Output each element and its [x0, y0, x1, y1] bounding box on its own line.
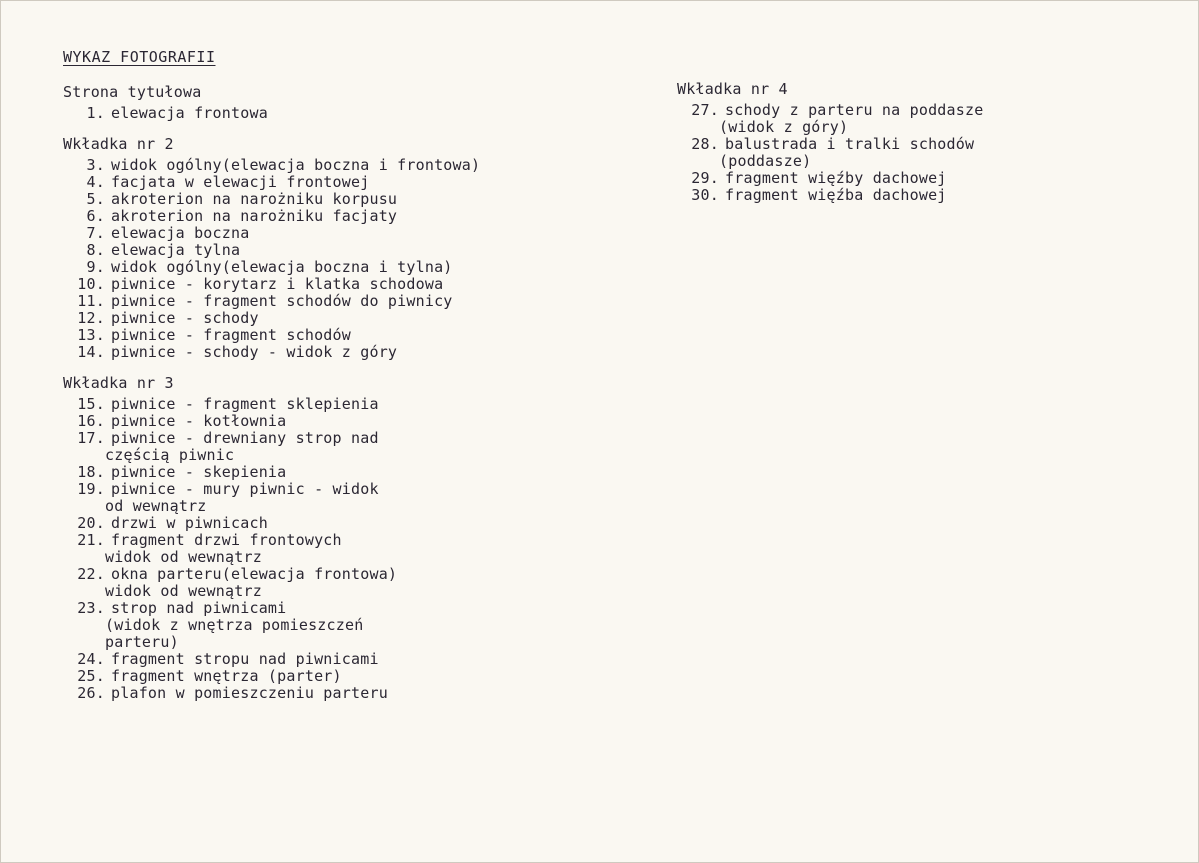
item-continuation: od wewnątrz	[105, 497, 207, 515]
item-text: fragment drzwi frontowych	[111, 531, 342, 549]
item-text: facjata w elewacji frontowej	[111, 173, 370, 191]
item-number: 14.	[77, 343, 105, 361]
item-continuation: widok od wewnątrz	[105, 582, 262, 600]
item-text: elewacja frontowa	[111, 104, 268, 122]
item-number: 19.	[77, 480, 105, 498]
item-text: schody z parteru na poddasze	[725, 101, 984, 119]
item-number: 11.	[77, 292, 105, 310]
list-item	[63, 668, 583, 685]
item-number: 22.	[77, 565, 105, 583]
item-number: 26.	[77, 684, 105, 702]
item-number: 18.	[77, 463, 105, 481]
list-item	[677, 102, 1177, 119]
item-text: piwnice - kotłownia	[111, 412, 287, 430]
item-text: widok ogólny(elewacja boczna i frontowa)	[111, 156, 481, 174]
item-continuation: (poddasze)	[719, 152, 812, 170]
item-text: piwnice - skepienia	[111, 463, 287, 481]
item-number: 16.	[77, 412, 105, 430]
item-text: balustrada i tralki schodów	[725, 135, 975, 153]
item-number: 15.	[77, 395, 105, 413]
item-text: fragment wnętrza (parter)	[111, 667, 342, 685]
section-heading-4: Wkładka nr 4	[677, 80, 788, 98]
item-text: strop nad piwnicami	[111, 599, 287, 617]
item-text: piwnice - fragment schodów	[111, 326, 351, 344]
item-continuation: częścią piwnic	[105, 446, 235, 464]
item-text: fragment więźby dachowej	[725, 169, 947, 187]
list-section-3	[63, 396, 583, 702]
list-item	[63, 464, 583, 481]
item-number: 8.	[86, 241, 105, 259]
right-column	[677, 81, 1177, 204]
list-item	[63, 293, 583, 310]
item-text: widok ogólny(elewacja boczna i tylna)	[111, 258, 453, 276]
list-item	[63, 225, 583, 242]
list-item	[63, 515, 583, 532]
item-text: elewacja tylna	[111, 241, 241, 259]
item-number: 6.	[86, 207, 105, 225]
item-continuation: (widok z wnętrza pomieszczeń	[105, 616, 364, 634]
list-item	[63, 481, 583, 498]
item-number: 3.	[86, 156, 105, 174]
item-text: piwnice - korytarz i klatka schodowa	[111, 275, 444, 293]
section-heading-2: Wkładka nr 2	[63, 135, 174, 153]
item-number: 27.	[691, 101, 719, 119]
item-number: 25.	[77, 667, 105, 685]
item-text: plafon w pomieszczeniu parteru	[111, 684, 388, 702]
list-section-2	[63, 157, 583, 361]
item-number: 28.	[691, 135, 719, 153]
list-item	[63, 105, 583, 122]
list-section-4	[677, 102, 1177, 204]
list-item	[63, 685, 583, 702]
page-title: WYKAZ FOTOGRAFII	[63, 48, 216, 66]
list-item	[63, 276, 583, 293]
list-item	[63, 310, 583, 327]
item-text: okna parteru(elewacja frontowa)	[111, 565, 398, 583]
list-item	[677, 136, 1177, 153]
item-text: piwnice - schody	[111, 309, 259, 327]
item-text: piwnice - schody - widok z góry	[111, 343, 398, 361]
item-text: fragment stropu nad piwnicami	[111, 650, 379, 668]
item-number: 12.	[77, 309, 105, 327]
list-item	[63, 430, 583, 447]
item-text: akroterion na narożniku korpusu	[111, 190, 398, 208]
item-number: 13.	[77, 326, 105, 344]
list-item	[63, 566, 583, 583]
item-continuation: parteru)	[105, 633, 179, 651]
list-item	[63, 174, 583, 191]
list-item	[63, 651, 583, 668]
item-number: 17.	[77, 429, 105, 447]
list-item	[63, 396, 583, 413]
item-number: 10.	[77, 275, 105, 293]
item-number: 29.	[691, 169, 719, 187]
list-item	[63, 242, 583, 259]
list-item	[63, 259, 583, 276]
item-text: drzwi w piwnicach	[111, 514, 268, 532]
list-item	[63, 191, 583, 208]
item-number: 20.	[77, 514, 105, 532]
list-item	[677, 187, 1177, 204]
item-text: elewacja boczna	[111, 224, 250, 242]
list-item	[677, 170, 1177, 187]
item-text: piwnice - fragment schodów do piwnicy	[111, 292, 453, 310]
item-text: piwnice - fragment sklepienia	[111, 395, 379, 413]
item-text: piwnice - mury piwnic - widok	[111, 480, 379, 498]
item-number: 23.	[77, 599, 105, 617]
item-text: fragment więźba dachowej	[725, 186, 947, 204]
list-item	[63, 344, 583, 361]
item-number: 1.	[86, 104, 105, 122]
list-item	[63, 413, 583, 430]
item-continuation: (widok z góry)	[719, 118, 849, 136]
item-text: piwnice - drewniany strop nad	[111, 429, 379, 447]
item-number: 7.	[86, 224, 105, 242]
item-number: 30.	[691, 186, 719, 204]
left-column	[63, 49, 583, 702]
section-heading-3: Wkładka nr 3	[63, 374, 174, 392]
item-text: akroterion na narożniku facjaty	[111, 207, 398, 225]
list-item	[63, 327, 583, 344]
list-item	[63, 208, 583, 225]
title-page-heading: Strona tytułowa	[63, 83, 202, 101]
item-number: 5.	[86, 190, 105, 208]
list-item	[63, 157, 583, 174]
item-number: 9.	[86, 258, 105, 276]
list-item	[63, 532, 583, 549]
item-number: 24.	[77, 650, 105, 668]
item-number: 21.	[77, 531, 105, 549]
item-number: 4.	[86, 173, 105, 191]
item-continuation: widok od wewnątrz	[105, 548, 262, 566]
list-item	[63, 600, 583, 617]
